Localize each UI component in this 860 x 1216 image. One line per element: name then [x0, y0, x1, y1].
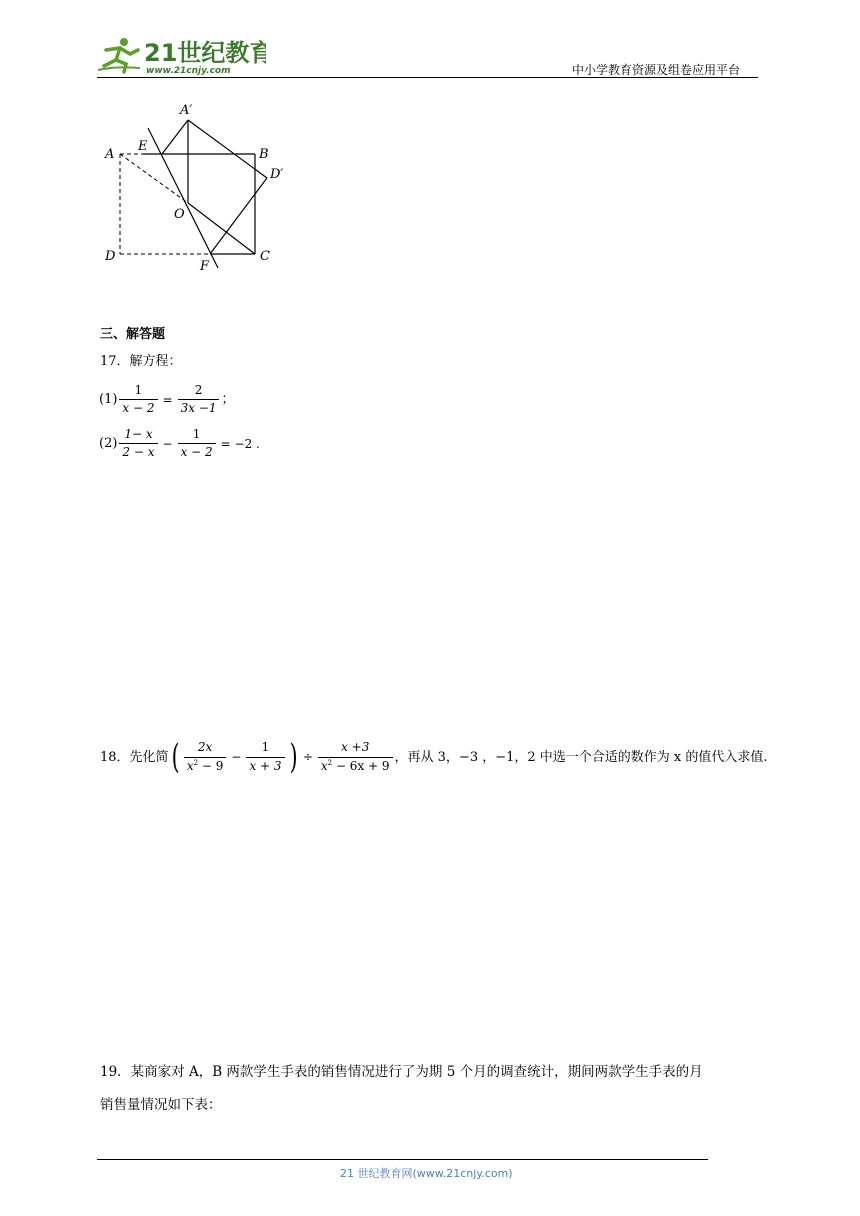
q17-stem: 17．解方程： — [100, 354, 182, 369]
fraction: $\frac{1- x}{2 - x}$ — [119, 428, 157, 459]
fraction: $\frac{1}{x - 2}$ — [178, 428, 216, 459]
label-e: E — [138, 139, 148, 154]
fraction: $\frac{2}{3x -1}$ — [178, 384, 220, 415]
header-platform: 中小学教育资源及组卷应用平台 — [572, 63, 741, 77]
header-divider — [97, 77, 758, 78]
q17-p2-label: (2) — [99, 436, 118, 452]
segment-ao — [120, 154, 188, 203]
q17-part1: (1) $\frac{1}{x - 2}$ = $\frac{2}{3x -1}$ ； — [99, 383, 235, 416]
label-c: C — [260, 249, 270, 264]
q17-p1-label: (1) — [99, 392, 118, 408]
label-d-prime: D′ — [270, 167, 284, 182]
label-d: D — [105, 249, 116, 264]
label-a: A — [105, 147, 115, 162]
logo-text: 21世纪教育 — [144, 39, 266, 67]
fraction: $\frac{2x}{x^2 - 9}$ — [184, 741, 227, 772]
q19-line2: 销售量情况如下表： — [100, 1097, 222, 1113]
label-a-prime: A′ — [180, 103, 193, 118]
fraction: $\frac{1}{x + 3}$ — [246, 741, 284, 772]
fraction: $\frac{1}{x - 2}$ — [119, 384, 157, 415]
site-logo — [96, 36, 266, 76]
label-b: B — [259, 147, 269, 162]
footer-text: 21 世纪教育网(www.21cnjy.com) — [340, 1167, 513, 1180]
q18-stem: 18．先化简 — [100, 749, 169, 765]
q17-part2: (2) $\frac{1- x}{2 - x}$ − $\frac{1}{x - 2}$ = −2 . — [99, 427, 260, 460]
logo-url: www.21cnjy.com — [146, 66, 231, 76]
q19-line1: 19．某商家对 A，B 两款学生手表的销售情况进行了为期 5 个月的调查统计，期间两款学生手表的月 — [100, 1064, 703, 1080]
fold-line-ef — [148, 128, 218, 268]
geometry-figure — [100, 100, 300, 279]
q18-tail: ，再从 3，−3 ，−1，2 中选一个合适的数作为 x 的值代入求值. — [394, 749, 768, 765]
footer-divider — [97, 1159, 708, 1160]
q18: 18．先化简 ( $\frac{2x}{x^2 - 9}$ − $\frac{1}{x + 3}$ ) ÷ $\frac{x +3}{x^2 - 6x + 9}$ ，再从 3，−3 ，−1，2 中选一个合适的数作为 x 的值代入求值. — [100, 737, 768, 777]
fraction: $\frac{x +3}{x^2 - 6x + 9}$ — [318, 741, 393, 772]
label-o: O — [174, 207, 185, 222]
section-title: 三、解答题 — [100, 327, 166, 342]
segment-a-prime-e — [162, 120, 188, 154]
label-f: F — [200, 259, 210, 274]
runner-icon — [98, 38, 140, 72]
segment-d-prime-f — [210, 178, 267, 254]
segment-a-prime-d-prime — [188, 120, 267, 178]
